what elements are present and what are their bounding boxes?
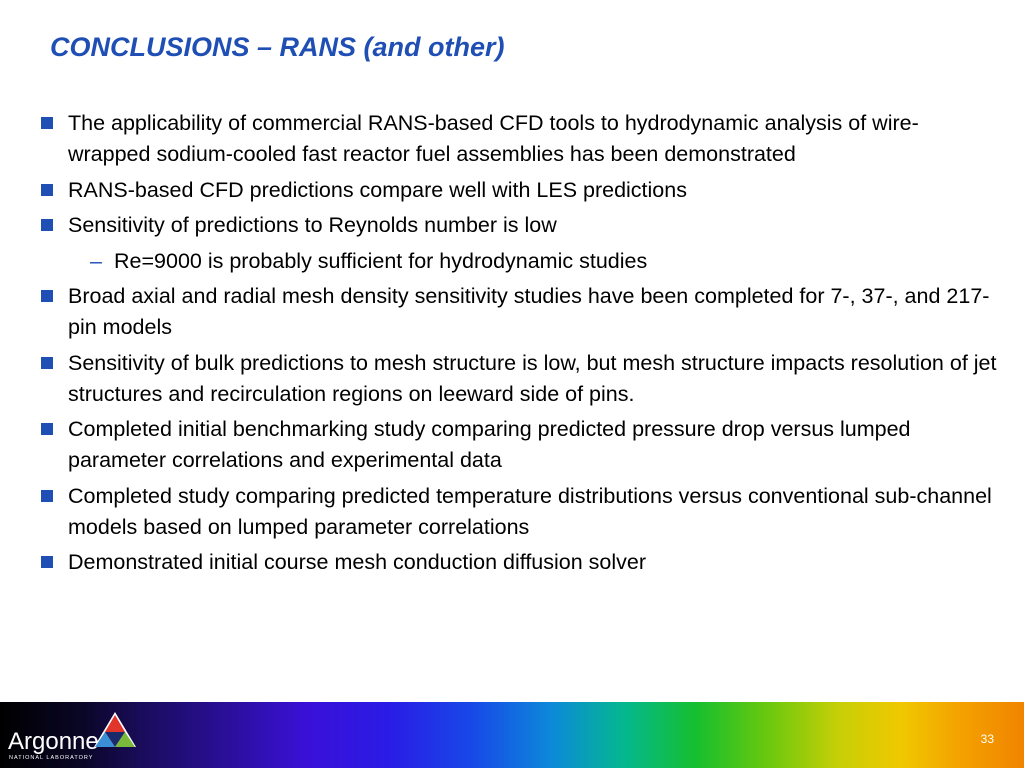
argonne-logo (8, 708, 138, 764)
bullet-item (40, 414, 1000, 476)
square-bullet-icon (41, 357, 53, 369)
bullet-item (40, 348, 1000, 410)
square-bullet-icon (41, 219, 53, 231)
bullet-text: Completed initial benchmarking study comparing predicted pressure drop versus lumped parameter correlations and experimental data (68, 417, 911, 472)
slide-title: CONCLUSIONS – RANS (and other) (50, 32, 505, 62)
bullet-item (40, 481, 1000, 543)
bullet-list (40, 108, 1000, 583)
square-bullet-icon (41, 290, 53, 302)
bullet-text: Re=9000 is probably sufficient for hydrodynamic studies (114, 248, 648, 273)
bullet-text: RANS-based CFD predictions compare well with LES predictions (68, 177, 687, 202)
square-bullet-icon (41, 184, 53, 196)
bullet-text: The applicability of commercial RANS-based CFD tools to hydrodynamic analysis of wire-wrapped sodium-cooled fast reactor fuel assemblies has been demonstrated (68, 111, 919, 166)
bullet-text: Sensitivity of bulk predictions to mesh structure is low, but mesh structure impacts resolution of jet structures and recirculation regions on leeward side of pins. (68, 350, 997, 406)
argonne-triangle-logo-icon (93, 711, 137, 749)
footer-banner (0, 702, 1024, 768)
square-bullet-icon (41, 490, 53, 502)
bullet-item (40, 281, 1000, 343)
bullet-item (40, 547, 1000, 578)
square-bullet-icon (41, 117, 53, 129)
bullet-text: Broad axial and radial mesh density sensitivity studies have been completed for 7-, 37-, and 217-pin models (68, 284, 990, 339)
bullet-item (40, 210, 1000, 241)
logo-text: Argonne (8, 728, 99, 755)
bullet-text: Demonstrated initial course mesh conduction diffusion solver (68, 550, 647, 574)
sub-bullet-item (40, 246, 1000, 277)
bullet-item (40, 108, 1000, 170)
bullet-item (40, 175, 1000, 206)
logo-subtext: NATIONAL LABORATORY (9, 755, 94, 761)
square-bullet-icon (41, 556, 53, 568)
dash-bullet-icon: – (90, 248, 102, 273)
bullet-text: Completed study comparing predicted temperature distributions versus conventional sub-channel models based on lumped parameter correlations (68, 483, 992, 539)
square-bullet-icon (41, 423, 53, 435)
bullet-text: Sensitivity of predictions to Reynolds number is low (68, 213, 557, 237)
page-number: 33 (980, 732, 994, 746)
